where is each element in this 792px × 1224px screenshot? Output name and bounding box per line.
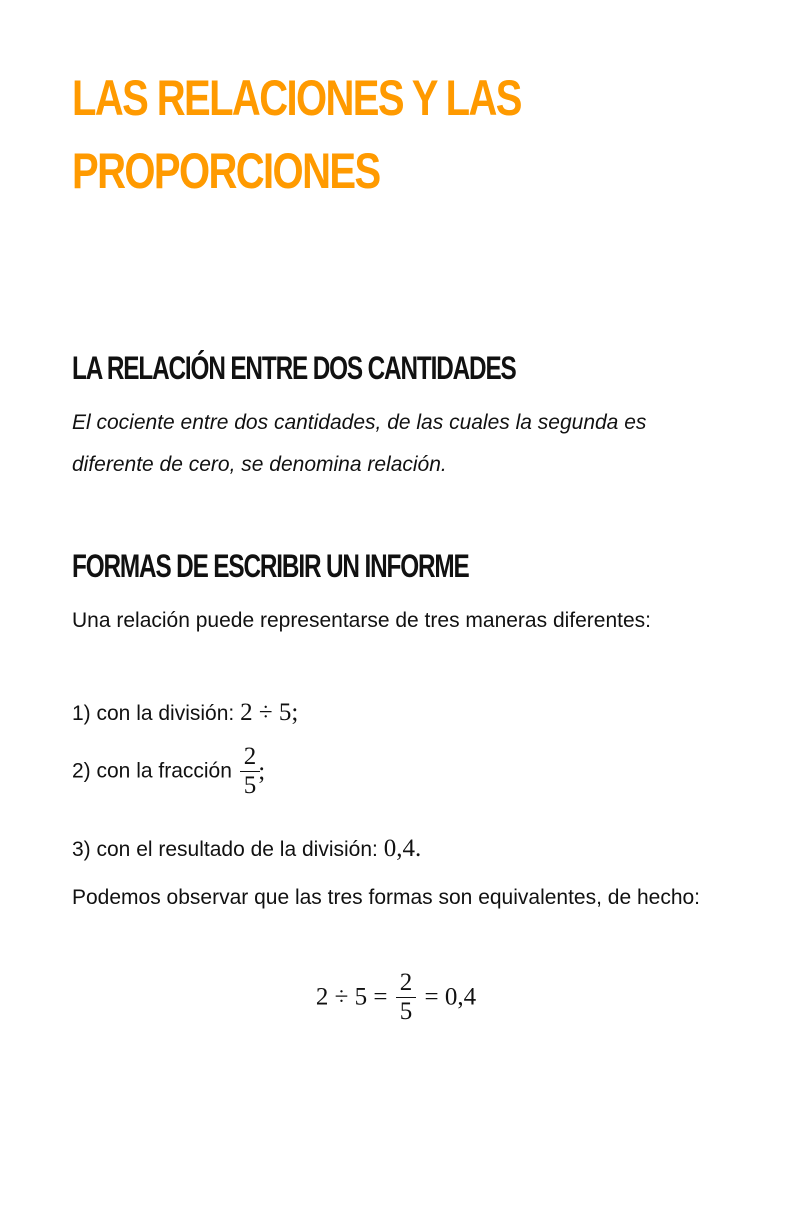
form-item-result — [72, 835, 421, 863]
equation-fraction-denominator: 5 — [399, 998, 413, 1025]
forms-intro: Una relación puede representarse de tres maneras diferentes: — [72, 609, 651, 632]
form-item-fraction — [72, 744, 265, 799]
form-item-result-label: 3) con el resultado de la división: — [72, 838, 378, 861]
form-item-division — [72, 699, 298, 727]
forms-conclusion: Podemos observar que las tres formas son equivalentes, de hecho: — [72, 886, 701, 909]
equation-fraction — [396, 970, 417, 1025]
form-item-division-math: 2 ÷ 5; — [240, 699, 299, 726]
form-item-division-label: 1) con la división: — [72, 702, 235, 725]
form-item-result-math: 0,4. — [383, 835, 422, 862]
relation-definition: El cociente entre dos cantidades, de las cuales la segunda es diferente de cero, se denomina relación. — [72, 411, 647, 476]
section-heading-forms: FORMAS DE ESCRIBIR UN INFORME — [72, 548, 469, 584]
equation-left: 2 ÷ 5 = — [315, 983, 388, 1011]
equation-right: = 0,4 — [424, 983, 477, 1011]
fraction-denominator: 5 — [243, 772, 257, 799]
equation-fraction-numerator: 2 — [396, 970, 417, 998]
equivalence-equation — [0, 970, 792, 1025]
section-heading-relation: LA RELACIÓN ENTRE DOS CANTIDADES — [72, 350, 516, 386]
page-title: LAS RELACIONES Y LAS PROPORCIONES — [72, 70, 521, 199]
fraction-numerator: 2 — [240, 744, 261, 772]
fraction-suffix: ; — [258, 757, 266, 785]
form-item-fraction-label: 2) con la fracción — [72, 759, 232, 783]
